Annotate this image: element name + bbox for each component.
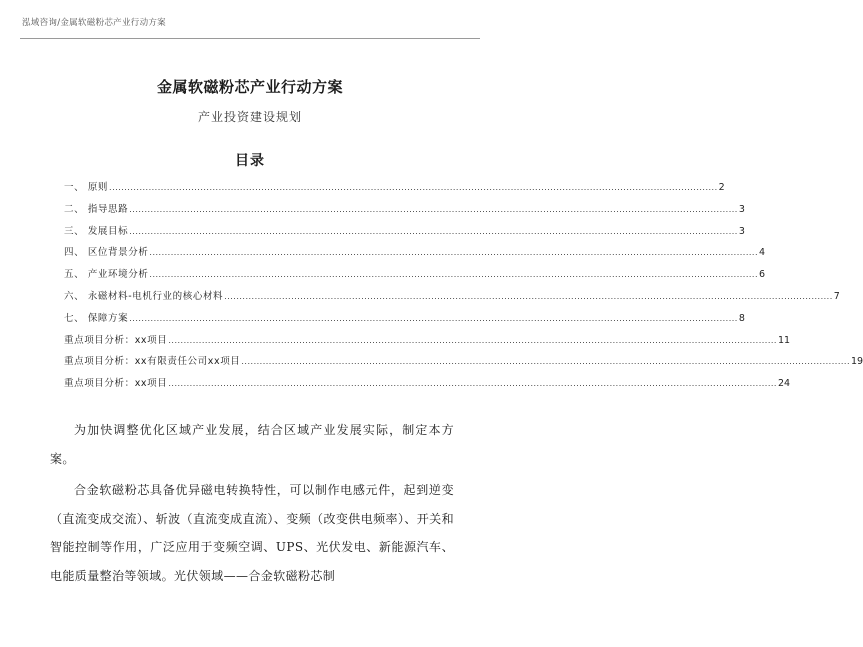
toc-leader-dots: ........................................................................................................................................................................................................ <box>168 335 777 345</box>
toc-entry-page: 4 <box>759 247 766 259</box>
toc-entry[interactable] <box>64 310 745 332</box>
body-paragraph: 为加快调整优化区域产业发展，结合区域产业发展实际，制定本方案。 <box>50 423 454 466</box>
toc-entry[interactable] <box>64 375 791 397</box>
header-divider <box>20 38 480 39</box>
toc-leader-dots: ........................................................................................................................................................................................................ <box>129 226 738 236</box>
toc-leader-dots: ........................................................................................................................................................................................................ <box>149 270 759 280</box>
toc-entry-label: 二、 指导思路 <box>64 203 129 215</box>
toc-entry-page: 3 <box>738 203 745 215</box>
toc-leader-dots: ........................................................................................................................................................................................................ <box>129 204 738 214</box>
table-of-contents <box>64 179 863 397</box>
toc-entry[interactable] <box>64 288 840 310</box>
toc-entry-page: 8 <box>738 312 745 324</box>
toc-entry-label: 三、 发展目标 <box>64 225 129 237</box>
toc-entry[interactable] <box>64 353 863 375</box>
toc-entry-page: 2 <box>718 182 725 193</box>
toc-entry-label: 重点项目分析：xx有限责任公司xx项目 <box>64 356 241 368</box>
document-title: 金属软磁粉芯产业行动方案 <box>156 78 343 96</box>
toc-entry[interactable] <box>64 223 745 245</box>
toc-entry-label: 重点项目分析：xx项目 <box>64 334 168 346</box>
body-paragraph: 合金软磁粉芯具备优异磁电转换特性，可以制作电感元件，起到逆变（直流变成交流）、斩波（直流变成直流）、变频（改变供电频率）、开关和智能控制等作用，广泛应用于变频空调、UPS、光伏发电、新能源汽车、电能质量整治等领域。光伏领域——合金软磁粉芯制 <box>50 483 454 583</box>
running-header: 泓域咨询/金属软磁粉芯产业行动方案 <box>22 18 166 28</box>
toc-entry-page: 7 <box>833 290 840 302</box>
toc-heading: 目录 <box>235 153 265 169</box>
toc-entry[interactable] <box>64 201 745 223</box>
toc-entry-label: 一、 原则 <box>64 182 109 193</box>
toc-leader-dots: ........................................................................................................................................................................................................ <box>109 183 718 192</box>
toc-entry-label: 四、 区位背景分析 <box>64 247 149 259</box>
document-subtitle: 产业投资建设规划 <box>197 110 302 124</box>
toc-leader-dots: ........................................................................................................................................................................................................ <box>224 291 833 301</box>
toc-entry-label: 六、 永磁材料-电机行业的核心材料 <box>64 290 224 302</box>
toc-entry-page: 6 <box>759 269 766 281</box>
toc-entry-page: 19 <box>850 356 863 368</box>
toc-entry-page: 3 <box>738 225 745 237</box>
toc-leader-dots: ........................................................................................................................................................................................................ <box>241 357 850 367</box>
toc-entry[interactable] <box>64 266 766 288</box>
toc-entry-page: 11 <box>777 334 791 346</box>
toc-entry-label: 五、 产业环境分析 <box>64 269 149 281</box>
toc-entry-page: 24 <box>777 378 791 390</box>
toc-entry[interactable] <box>64 179 725 201</box>
toc-leader-dots: ........................................................................................................................................................................................................ <box>129 313 738 323</box>
toc-entry[interactable] <box>64 244 766 266</box>
body-text <box>50 416 454 593</box>
toc-entry-label: 重点项目分析：xx项目 <box>64 378 168 390</box>
toc-leader-dots: ........................................................................................................................................................................................................ <box>149 248 759 258</box>
toc-leader-dots: ........................................................................................................................................................................................................ <box>168 379 777 389</box>
toc-entry[interactable] <box>64 332 791 354</box>
toc-entry-label: 七、 保障方案 <box>64 312 129 324</box>
